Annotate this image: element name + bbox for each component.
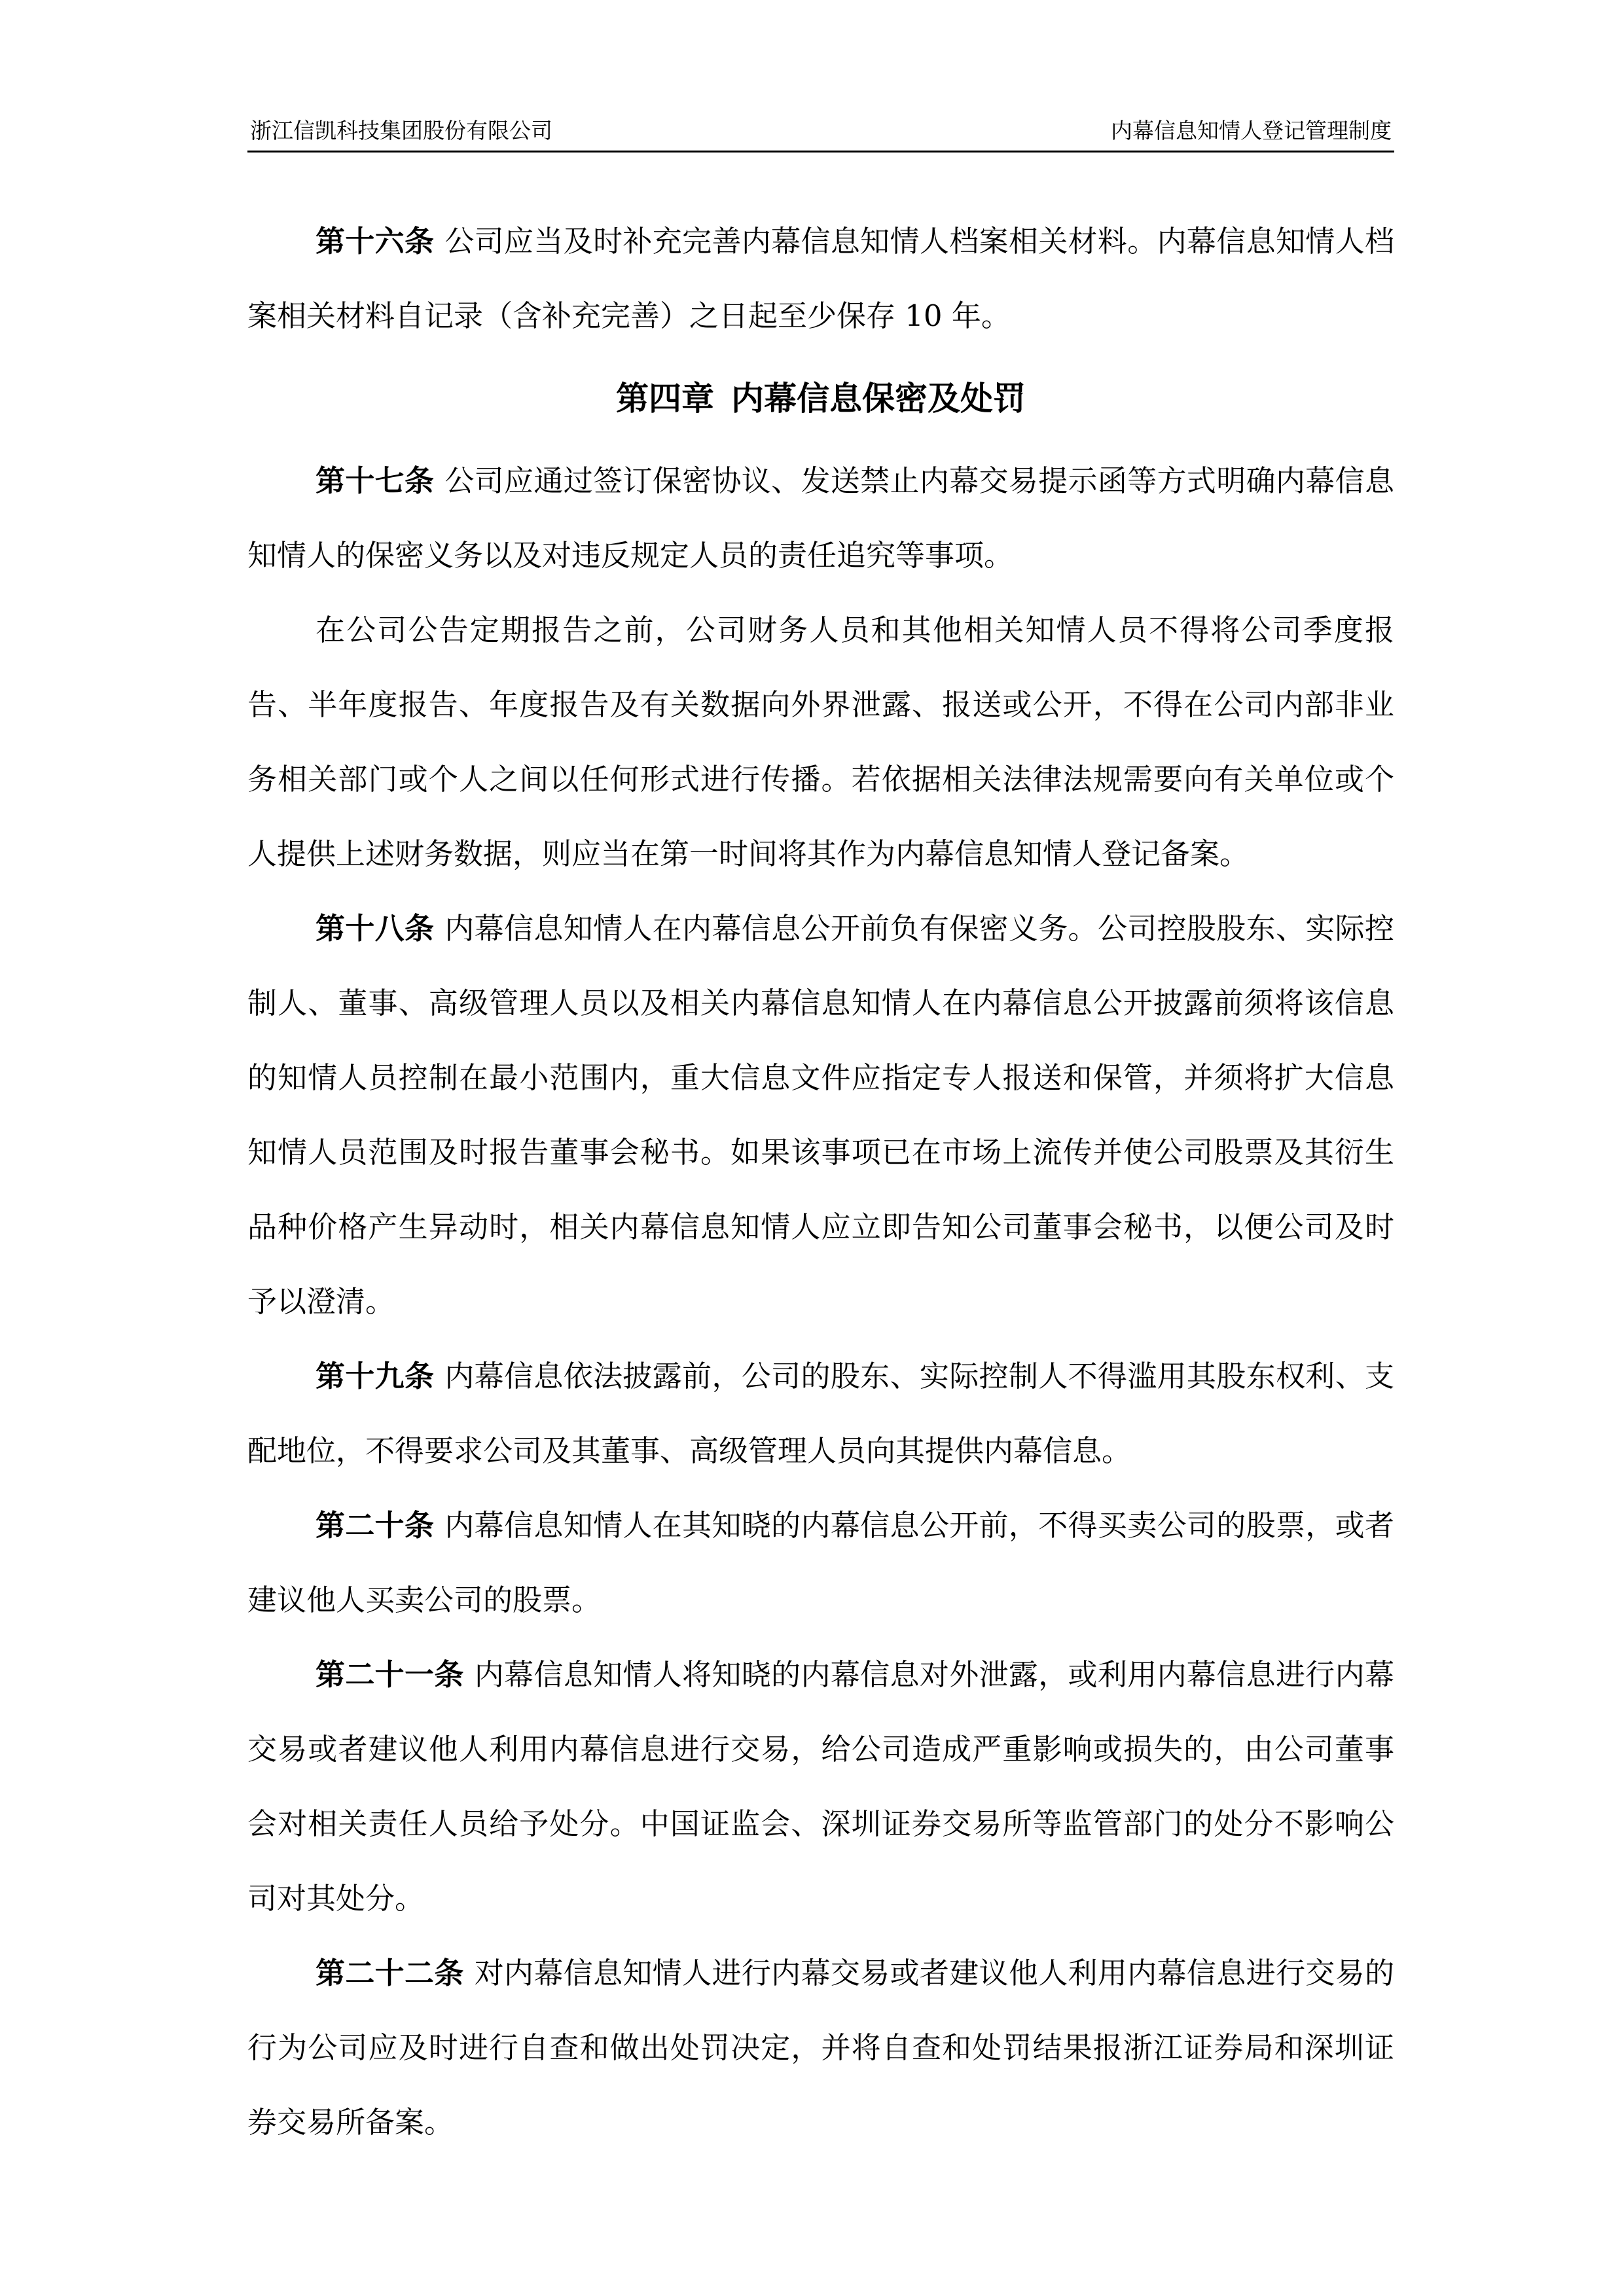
article-number: 第二十二条 — [316, 1956, 464, 1990]
chapter-heading — [247, 353, 1394, 444]
article-text: 对内幕信息知情人进行内幕交易或者建议他人利用内幕信息进行交易的行为公司应及时进行自查和做出处罚决定，并将自查和处罚结果报浙江证券局和深圳证券交易所备案。 — [247, 1956, 1394, 2140]
document-body — [247, 204, 1394, 2160]
article-17-paragraph-2 — [247, 593, 1394, 891]
article-text: 在公司公告定期报告之前，公司财务人员和其他相关知情人员不得将公司季度报告、半年度报告、年度报告及有关数据向外界泄露、报送或公开，不得在公司内部非业务相关部门或个人之间以任何形式进行传播。若依据相关法律法规需要向有关单位或个人提供上述财务数据，则应当在第一时间将其作为内幕信息知情人登记备案。 — [247, 613, 1394, 871]
article-number: 第十七条 — [316, 463, 435, 498]
article-19 — [247, 1339, 1394, 1488]
article-20 — [247, 1488, 1394, 1638]
header-document-title: 内幕信息知情人登记管理制度 — [1111, 118, 1392, 143]
header-company-name: 浙江信凯科技集团股份有限公司 — [250, 118, 552, 143]
article-18 — [247, 891, 1394, 1339]
article-text: 公司应通过签订保密协议、发送禁止内幕交易提示函等方式明确内幕信息知情人的保密义务以及对违反规定人员的责任追究等事项。 — [247, 463, 1394, 573]
chapter-title: 内幕信息保密及处罚 — [731, 379, 1026, 418]
article-text: 内幕信息知情人在内幕信息公开前负有保密义务。公司控股股东、实际控制人、董事、高级管理人员以及相关内幕信息知情人在内幕信息公开披露前须将该信息的知情人员控制在最小范围内，重大信息文件应指定专人报送和保管，并须将扩大信息知情人员范围及时报告董事会秘书。如果该事项已在市场上流传并使公司股票及其衍生品种价格产生异动时，相关内幕信息知情人应立即告知公司董事会秘书，以便公司及时予以澄清。 — [247, 911, 1394, 1319]
article-number: 第二十条 — [316, 1508, 435, 1543]
article-17 — [247, 444, 1394, 593]
page-header — [247, 110, 1394, 152]
article-22 — [247, 1936, 1394, 2160]
article-text: 公司应当及时补充完善内幕信息知情人档案相关材料。内幕信息知情人档案相关材料自记录（含补充完善）之日起至少保存 10 年。 — [247, 224, 1394, 333]
article-number: 第十九条 — [316, 1359, 435, 1393]
article-21 — [247, 1638, 1394, 1936]
article-16 — [247, 204, 1394, 353]
chapter-number: 第四章 — [616, 379, 714, 418]
article-text: 内幕信息知情人在其知晓的内幕信息公开前，不得买卖公司的股票，或者建议他人买卖公司的股票。 — [247, 1508, 1394, 1617]
article-number: 第十八条 — [316, 911, 435, 946]
article-number: 第二十一条 — [316, 1657, 464, 1692]
article-text: 内幕信息知情人将知晓的内幕信息对外泄露，或利用内幕信息进行内幕交易或者建议他人利用内幕信息进行交易，给公司造成严重影响或损失的，由公司董事会对相关责任人员给予处分。中国证监会、深圳证券交易所等监管部门的处分不影响公司对其处分。 — [247, 1657, 1394, 1916]
article-number: 第十六条 — [316, 224, 435, 259]
article-text: 内幕信息依法披露前，公司的股东、实际控制人不得滥用其股东权利、支配地位，不得要求公司及其董事、高级管理人员向其提供内幕信息。 — [247, 1359, 1394, 1468]
